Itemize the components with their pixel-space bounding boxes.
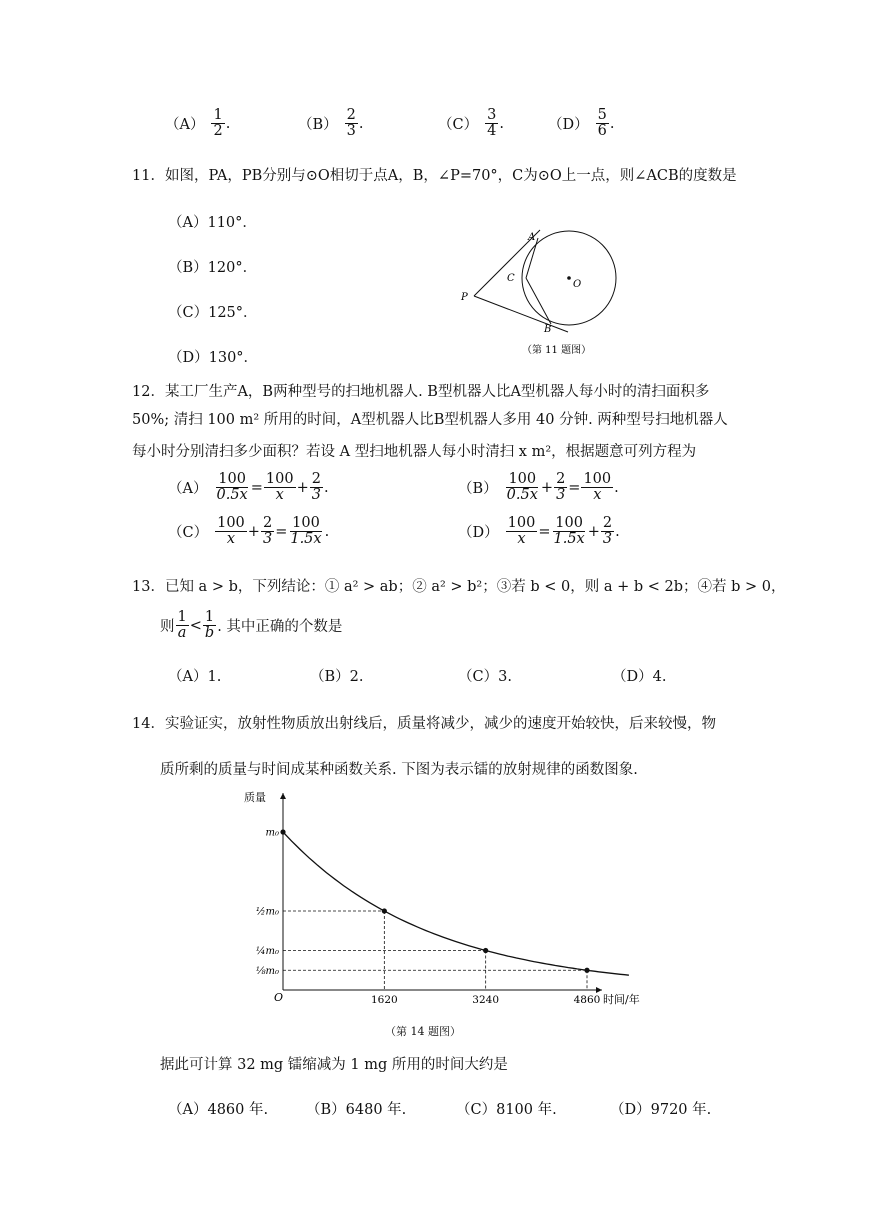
- q12-line2: 50%; 清扫 100 m² 所用的时间，A型机器人比B型机器人多用 40 分钟. 两种型号扫地机器人: [132, 412, 728, 428]
- q12-option-b: （B） $\frac{100}{0.5x}$ + $\frac{2}{3}$ = $\frac{100}{x}$ .: [458, 471, 619, 504]
- q14-option-a: （A）4860 年.: [168, 1102, 269, 1118]
- q14-line2: 质所剩的质量与时间成某种函数关系. 下图为表示镭的放射规律的函数图象.: [160, 762, 638, 778]
- origin-label: O: [274, 991, 284, 1004]
- y-tick-label: ¼m₀: [255, 946, 279, 957]
- y-tick-label: ⅛m₀: [255, 965, 279, 977]
- q12-line3: 每小时分别清扫多少面积？若设 A 型扫地机器人每小时清扫 x m²，根据题意可列方程为: [132, 444, 697, 460]
- tangent-pb: [474, 296, 568, 332]
- chart-marks: [256, 828, 629, 1007]
- figure-caption: （第 11 题图）: [522, 345, 592, 356]
- option-label: （C）: [438, 117, 479, 134]
- q14-option-b: （B）6480 年.: [306, 1102, 407, 1118]
- radium-decay-chart: [240, 785, 670, 1015]
- q13-option-c: （C）3.: [458, 669, 512, 685]
- q14-ask: 据此可计算 32 mg 镭缩减为 1 mg 所用的时间大约是: [160, 1057, 508, 1073]
- label-p: P: [461, 292, 468, 303]
- y-axis-label: 质量: [244, 791, 266, 804]
- q14-line1: 14．实验证实，放射性物质放出射线后，质量将减少，减少的速度开始较快，后来较慢，物: [132, 716, 716, 732]
- q10-option-d: （D） $\frac{5}{6}$ .: [548, 107, 615, 140]
- x-tick-label: 3240: [472, 994, 500, 1006]
- x-tick-label: 4860: [573, 994, 601, 1006]
- q13-option-a: （A）1.: [168, 669, 222, 685]
- q13-option-b: （B）2.: [310, 669, 364, 685]
- q11-stem: 11．如图，PA，PB分别与⊙O相切于点A，B，∠P=70°，C为⊙O上一点，则∠ACB的度数是: [132, 168, 737, 184]
- data-point: [483, 948, 488, 953]
- label-o: O: [573, 279, 582, 290]
- q14-option-c: （C）8100 年.: [456, 1102, 557, 1118]
- data-point: [382, 908, 387, 913]
- q12-option-a: （A） $\frac{100}{0.5x}$ = $\frac{100}{x}$ + $\frac{2}{3}$ .: [168, 471, 329, 504]
- data-point: [584, 968, 589, 973]
- chord-ca: [526, 238, 538, 278]
- q10-option-a: （A） $\frac{1}{2}$ .: [165, 107, 231, 140]
- fraction: $\frac{3}{4}$: [487, 107, 497, 140]
- x-tick-label: 1620: [370, 994, 398, 1006]
- q13-option-d: （D）4.: [612, 669, 667, 685]
- q10-option-b: （B） $\frac{2}{3}$ .: [298, 107, 364, 140]
- q11-option-d: （D）130°．: [168, 350, 259, 366]
- q13-line1: 13．已知 a > b，下列结论：① a² > ab；② a² > b²；③若 b < 0，则 a + b < 2b；④若 b > 0，: [132, 579, 786, 595]
- q12-line1: 12．某工厂生产A，B两种型号的扫地机器人. B型机器人比A型机器人每小时的清扫面积多: [132, 384, 710, 400]
- fraction: $\frac{5}{6}$: [597, 107, 607, 140]
- decay-curve: [283, 832, 629, 975]
- data-point: [280, 829, 285, 834]
- q12-option-d: （D） $\frac{100}{x}$ = $\frac{100}{1.5x}$ + $\frac{2}{3}$ .: [458, 515, 620, 548]
- label-a: A: [528, 232, 536, 243]
- q12-option-c: （C） $\frac{100}{x}$ + $\frac{2}{3}$ = $\frac{100}{1.5x}$ .: [168, 515, 330, 548]
- q11-option-a: （A）110°．: [168, 215, 257, 231]
- q11-circle-figure: [450, 225, 640, 365]
- q10-option-c: （C） $\frac{3}{4}$ .: [438, 107, 504, 140]
- x-axis-label: 时间/年: [603, 993, 640, 1006]
- label-b: B: [544, 324, 552, 335]
- q13-line2: 则 $\frac{1}{a}$ < $\frac{1}{b}$ . 其中正确的个数是: [160, 609, 343, 642]
- option-label: （A）: [165, 117, 205, 134]
- y-tick-label: m₀: [265, 827, 279, 839]
- y-tick-label: ½m₀: [255, 906, 279, 918]
- q11-option-b: （B）120°．: [168, 260, 258, 276]
- fraction: $\frac{2}{3}$: [346, 107, 356, 140]
- option-label: （B）: [298, 117, 338, 134]
- option-label: （D）: [548, 117, 589, 134]
- fraction: $\frac{1}{2}$: [213, 107, 223, 140]
- q11-option-c: （C）125°．: [168, 305, 258, 321]
- q14-caption: （第 14 题图）: [385, 1025, 461, 1038]
- label-c: C: [507, 273, 515, 284]
- center-point: [567, 276, 571, 280]
- q14-option-d: （D）9720 年.: [610, 1102, 712, 1118]
